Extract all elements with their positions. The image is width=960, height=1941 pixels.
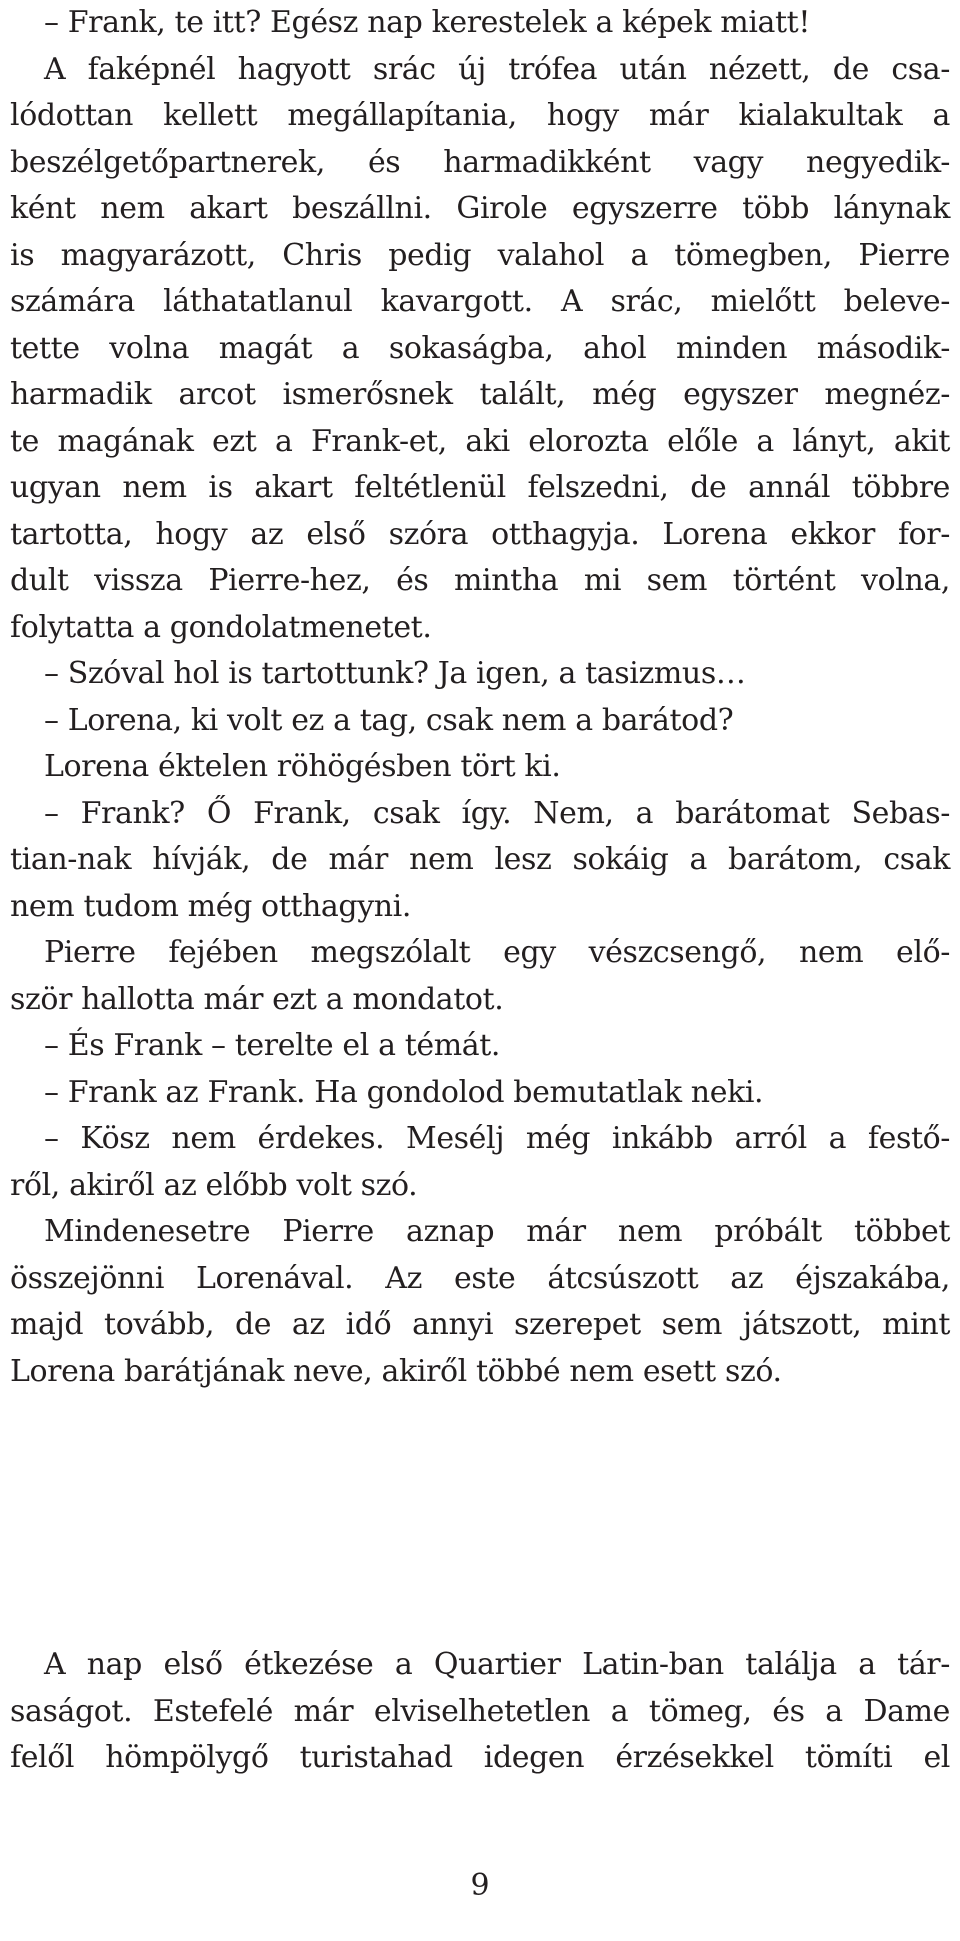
- text-line: tartotta, hogy az első szóra otthagyja. Lorena ekkor for-: [10, 516, 950, 552]
- text-line: folytatta a gondolatmenetet.: [10, 609, 432, 645]
- text-line: – Frank, te itt? Egész nap kerestelek a képek miatt!: [44, 5, 810, 40]
- text-line: te magának ezt a Frank-et, aki elorozta előle a lányt, akit: [10, 423, 950, 459]
- text-line: – Szóval hol is tartottunk? Ja igen, a tasizmus…: [44, 656, 746, 691]
- text-line: harmadik arcot ismerősnek talált, még egyszer megnéz-: [10, 377, 950, 412]
- text-line: – Lorena, ki volt ez a tag, csak nem a barátod?: [44, 702, 734, 738]
- text-line: felől hömpölygő turistahad idegen érzésekkel tömíti el: [10, 1740, 950, 1775]
- text-line: Lorena barátjának neve, akiről többé nem esett szó.: [10, 1353, 782, 1389]
- text-line: nem tudom még otthagyni.: [10, 888, 412, 924]
- text-line: A faképnél hagyott srác új trófea után nézett, de csa-: [44, 51, 950, 87]
- text-line: ről, akiről az előbb volt szó.: [10, 1167, 418, 1203]
- text-line: ször hallotta már ezt a mondatot.: [10, 981, 504, 1017]
- text-line: – És Frank – terelte el a témát.: [44, 1028, 501, 1063]
- text-line: lódottan kellett megállapítania, hogy már kialakultak a: [10, 98, 950, 133]
- text-line: Lorena éktelen röhögésben tört ki.: [44, 749, 561, 784]
- continuation-text-block: [10, 1642, 950, 1782]
- text-line: – Kösz nem érdekes. Mesélj még inkább arról a festő-: [44, 1121, 950, 1156]
- text-line: – Frank? Ő Frank, csak így. Nem, a barátomat Sebas-: [44, 795, 950, 831]
- text-line: Pierre fejében megszólalt egy vészcsengő, nem elő-: [44, 935, 950, 970]
- text-line: is magyarázott, Chris pedig valahol a tömegben, Pierre: [10, 237, 950, 273]
- text-line: saságot. Estefelé már elviselhetetlen a tömeg, és a Dame: [10, 1693, 950, 1729]
- main-text-block: [10, 0, 950, 1395]
- text-line: majd tovább, de az idő annyi szerepet sem játszott, mint: [10, 1307, 950, 1342]
- text-line: ként nem akart beszállni. Girole egyszerre több lánynak: [10, 191, 950, 226]
- text-line: – Frank az Frank. Ha gondolod bemutatlak neki.: [44, 1074, 764, 1110]
- text-line: A nap első étkezése a Quartier Latin-ban találja a tár-: [44, 1647, 950, 1682]
- text-line: tian-nak hívják, de már nem lesz sokáig a barátom, csak: [10, 842, 950, 877]
- text-line: számára láthatatlanul kavargott. A srác, mielőtt beleve-: [10, 284, 950, 319]
- text-line: ugyan nem is akart feltétlenül felszedni, de annál többre: [10, 470, 950, 505]
- text-line: beszélgetőpartnerek, és harmadikként vagy negyedik-: [10, 144, 950, 180]
- text-line: tette volna magát a sokaságba, ahol minden második-: [10, 330, 950, 366]
- text-line: dult vissza Pierre-hez, és mintha mi sem történt volna,: [10, 563, 950, 598]
- text-line: Mindenesetre Pierre aznap már nem próbált többet: [44, 1214, 950, 1249]
- text-line: összejönni Lorenával. Az este átcsúszott az éjszakába,: [10, 1260, 950, 1296]
- page-number: 9: [470, 1868, 490, 1903]
